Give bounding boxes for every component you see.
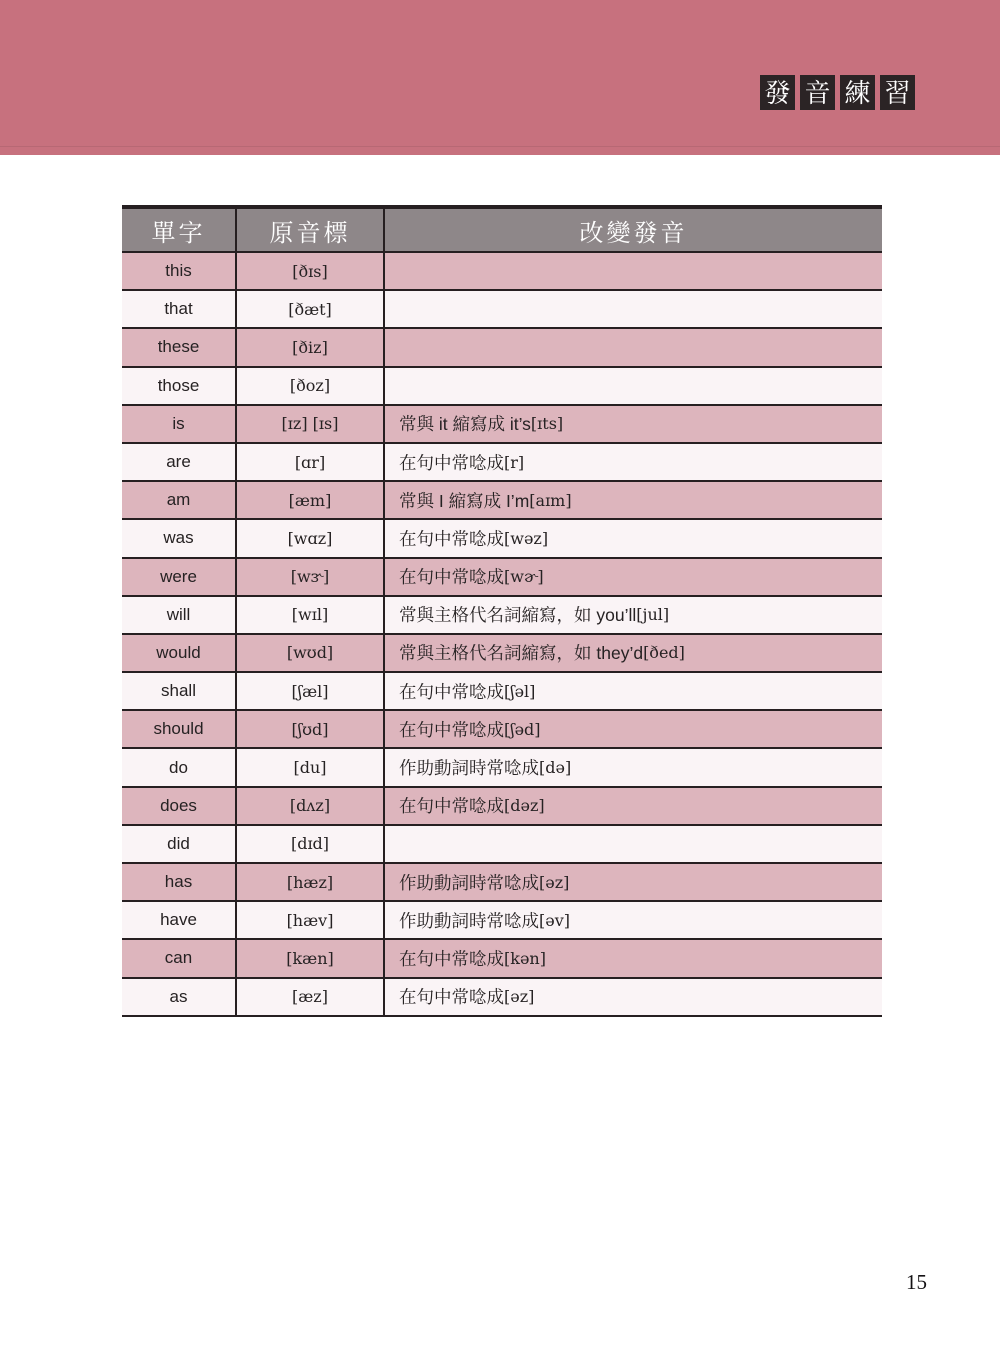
note-text: 在句中常唸成 — [399, 567, 504, 588]
banner-tag-char: 練 — [840, 75, 875, 110]
note-text: 在句中常唸成 — [399, 796, 504, 817]
note-text: 常與 it 縮寫成 it’s — [399, 414, 531, 435]
table-body — [122, 253, 882, 1017]
header-cell-changed: 改變發音 — [579, 219, 688, 247]
note-cell — [385, 979, 882, 1015]
note-cell — [385, 635, 882, 671]
ipa-fragment: [əz] — [504, 987, 535, 1007]
word-cell: that — [122, 291, 237, 327]
word-cell: were — [122, 559, 237, 595]
table-row — [122, 329, 882, 367]
header-banner — [0, 0, 1000, 155]
word-cell: does — [122, 788, 237, 824]
table-row — [122, 788, 882, 826]
word-cell: should — [122, 711, 237, 747]
ipa-fragment: [r] — [504, 452, 525, 472]
note-text: 作助動詞時常唸成 — [399, 872, 539, 893]
note-cell — [385, 673, 882, 709]
ipa-fragment: [kən] — [504, 948, 546, 968]
ipa-fragment: [ðed] — [643, 643, 685, 663]
note-text: 常與主格代名詞縮寫，如 you’ll — [399, 605, 637, 626]
ipa-fragment: [ʃəd] — [504, 719, 541, 739]
ipa-fragment: [jul] — [636, 605, 670, 625]
note-text: 作助動詞時常唸成 — [399, 910, 539, 931]
table-row — [122, 864, 882, 902]
word-cell: will — [122, 597, 237, 633]
note-cell — [385, 253, 882, 289]
table-row — [122, 559, 882, 597]
phonetic-cell: [du] — [237, 749, 385, 785]
word-cell: has — [122, 864, 237, 900]
note-cell — [385, 711, 882, 747]
ipa-fragment: [əv] — [539, 910, 570, 930]
table-row — [122, 406, 882, 444]
ipa-fragment: [də] — [539, 758, 572, 778]
word-cell: is — [122, 406, 237, 442]
note-cell — [385, 482, 882, 518]
phonetic-cell: [hæv] — [237, 902, 385, 938]
table-row — [122, 291, 882, 329]
note-text: 在句中常唸成 — [399, 452, 504, 473]
ipa-fragment: [dəz] — [504, 796, 545, 816]
word-cell: can — [122, 940, 237, 976]
note-cell — [385, 826, 882, 862]
table-row — [122, 979, 882, 1017]
phonetic-cell: [ðɪs] — [237, 253, 385, 289]
table-row — [122, 826, 882, 864]
table-row — [122, 482, 882, 520]
word-cell: these — [122, 329, 237, 365]
note-cell — [385, 520, 882, 556]
note-text: 在句中常唸成 — [399, 681, 504, 702]
note-cell — [385, 329, 882, 365]
note-cell — [385, 559, 882, 595]
header-cell-phonetic: 原音標 — [237, 209, 385, 251]
word-cell: did — [122, 826, 237, 862]
word-cell: this — [122, 253, 237, 289]
phonetic-cell: [kæn] — [237, 940, 385, 976]
table-header-row — [122, 205, 882, 253]
table-row — [122, 253, 882, 291]
phonetic-cell: [dʌz] — [237, 788, 385, 824]
phonetic-cell: [ɑr] — [237, 444, 385, 480]
phonetic-cell: [æm] — [237, 482, 385, 518]
banner-tag-char: 發 — [760, 75, 795, 110]
phonetic-cell: [wɑz] — [237, 520, 385, 556]
word-cell: was — [122, 520, 237, 556]
note-text: 在句中常唸成 — [399, 987, 504, 1008]
phonetic-cell: [ðæt] — [237, 291, 385, 327]
phonetic-cell: [ʃæl] — [237, 673, 385, 709]
note-cell — [385, 406, 882, 442]
word-cell: as — [122, 979, 237, 1015]
note-text: 在句中常唸成 — [399, 948, 504, 969]
ipa-fragment: [ʃəl] — [504, 681, 536, 701]
note-cell — [385, 291, 882, 327]
phonetic-cell: [wɪl] — [237, 597, 385, 633]
table-row — [122, 902, 882, 940]
phonetic-cell: [wʊd] — [237, 635, 385, 671]
phonetic-cell: [ɪz] [ɪs] — [237, 406, 385, 442]
note-cell — [385, 864, 882, 900]
ipa-fragment: [wəz] — [504, 528, 549, 548]
table-row — [122, 520, 882, 558]
phonetic-cell: [ðoz] — [237, 368, 385, 404]
note-text: 在句中常唸成 — [399, 719, 504, 740]
table-row — [122, 444, 882, 482]
page-number: 15 — [906, 1270, 927, 1294]
ipa-fragment: [aɪm] — [529, 490, 572, 510]
ipa-fragment: [ɪts] — [530, 414, 564, 434]
word-cell: do — [122, 749, 237, 785]
table-row — [122, 711, 882, 749]
table-row — [122, 673, 882, 711]
phonetic-cell: [dɪd] — [237, 826, 385, 862]
word-cell: shall — [122, 673, 237, 709]
ipa-fragment: [wɚ] — [504, 567, 544, 587]
phonetic-cell: [wɝ] — [237, 559, 385, 595]
pronunciation-table — [122, 205, 882, 1017]
note-cell — [385, 749, 882, 785]
phonetic-cell: [hæz] — [237, 864, 385, 900]
note-text: 常與主格代名詞縮寫，如 they’d — [399, 643, 644, 664]
word-cell: am — [122, 482, 237, 518]
word-cell: have — [122, 902, 237, 938]
note-text: 作助動詞時常唸成 — [399, 758, 539, 779]
table-row — [122, 749, 882, 787]
note-text: 在句中常唸成 — [399, 528, 504, 549]
phonetic-cell: [ʃʊd] — [237, 711, 385, 747]
table-row — [122, 368, 882, 406]
word-cell: those — [122, 368, 237, 404]
phonetic-cell: [ðiz] — [237, 329, 385, 365]
note-cell — [385, 788, 882, 824]
word-cell: are — [122, 444, 237, 480]
note-cell — [385, 368, 882, 404]
note-cell — [385, 597, 882, 633]
header-cell-word: 單字 — [122, 209, 237, 251]
note-cell — [385, 902, 882, 938]
section-tag — [760, 75, 915, 110]
phonetic-cell: [æz] — [237, 979, 385, 1015]
banner-tag-char: 習 — [880, 75, 915, 110]
note-cell — [385, 444, 882, 480]
ipa-fragment: [əz] — [539, 872, 570, 892]
table-row — [122, 635, 882, 673]
table-row — [122, 940, 882, 978]
banner-tag-char: 音 — [800, 75, 835, 110]
table-row — [122, 597, 882, 635]
note-text: 常與 I 縮寫成 I’m — [399, 490, 530, 511]
word-cell: would — [122, 635, 237, 671]
note-cell — [385, 940, 882, 976]
